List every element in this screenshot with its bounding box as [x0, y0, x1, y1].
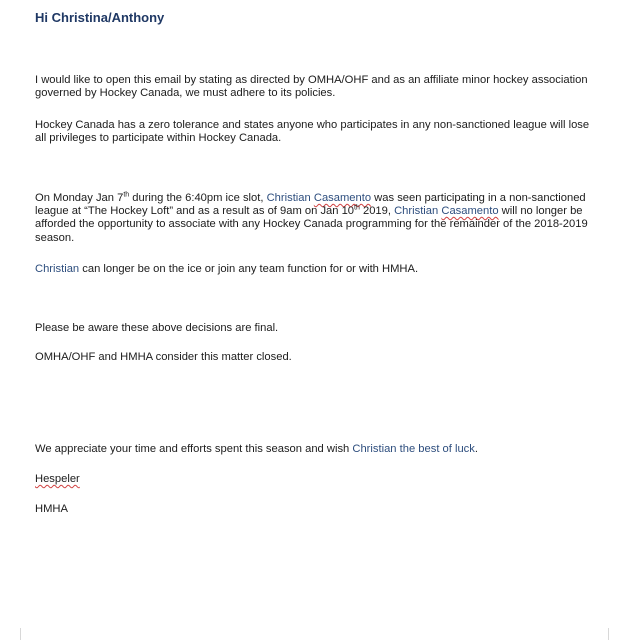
paragraph-final: Please be aware these above decisions are final.	[35, 322, 279, 334]
player-name-last: Casamento	[441, 205, 499, 218]
incident-text: will no longer be afforded the opportunity to associate with any Hockey Canada programming for the remainder of the 2018-2019 season.	[35, 205, 588, 244]
paragraph-policy: I would like to open this email by stating as directed by OMHA/OHF and as an affiliate minor hockey association governed by Hockey Canada, we must adhere to its policies.	[35, 74, 588, 100]
incident-text: was seen participating in a non-sanctioned league at “The Hockey Loft” and as a result as of 9am on Jan 10	[35, 192, 586, 218]
appreciation-highlight: Christian the best of luck	[352, 443, 475, 455]
paragraph-incident	[35, 192, 600, 245]
paragraph-appreciation	[35, 443, 600, 456]
ordinal-suffix: th	[354, 204, 360, 212]
greeting-heading: Hi Christina/Anthony	[35, 10, 165, 25]
incident-text: 2019,	[359, 205, 395, 218]
signature-location: Hespeler	[35, 473, 80, 485]
incident-text: during the 6:40pm ice slot,	[129, 192, 267, 204]
player-name: Christian	[35, 263, 80, 275]
paragraph-zero-tolerance: Hockey Canada has a zero tolerance and states anyone who participates in any non-sanctioned league will lose all privileges to participate within Hockey Canada.	[35, 119, 590, 145]
appreciation-end: .	[474, 443, 478, 455]
player-name-first: Christian	[394, 205, 442, 218]
appreciation-text: We appreciate your time and efforts spent this season and wish	[35, 443, 353, 455]
page-bottom-edge	[20, 628, 609, 640]
incident-text: On Monday Jan 7	[35, 192, 124, 204]
signature-organization: HMHA	[35, 503, 68, 515]
player-name-first: Christian	[266, 192, 314, 204]
player-name-last: Casamento	[313, 192, 372, 204]
ordinal-suffix: th	[123, 191, 130, 199]
paragraph-suspension	[35, 263, 600, 276]
suspension-text: can longer be on the ice or join any team function for or with HMHA.	[79, 263, 419, 275]
paragraph-closed: OMHA/OHF and HMHA consider this matter closed.	[35, 351, 292, 363]
